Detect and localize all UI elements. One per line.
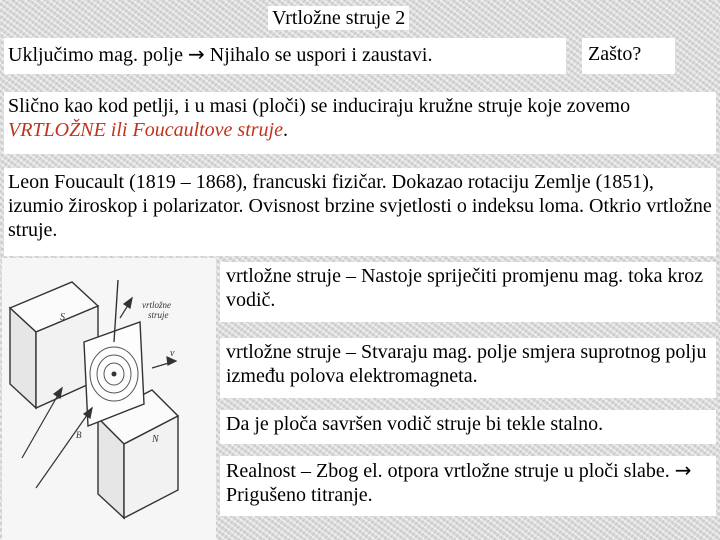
eddy-fact-2: vrtložne struje – Stvaraju mag. polje smjera suprotnog polju između polova elektromagneta. <box>220 338 716 398</box>
eddy-current-figure <box>2 258 216 540</box>
velocity-label: v <box>170 348 175 359</box>
highlighted-term: VRTLOŽNE ili Foucaultove struje <box>8 119 283 141</box>
eddy-fact-3: Da je ploča savršen vodič struje bi tekle stalno. <box>220 410 716 444</box>
eddy-fact-4 <box>220 456 716 516</box>
eddy-current-label-line-2: struje <box>148 310 169 320</box>
arrow-right-icon: → <box>187 42 205 66</box>
arrow-right-icon: → <box>674 458 692 482</box>
question-box: Zašto? <box>582 38 675 74</box>
foucault-bio-paragraph: Leon Foucault (1819 – 1868), francuski fizičar. Dokazao rotaciju Zemlje (1851), izumio žiroskop i polarizator. Ovisnost brzine svjetlosti o indeksu loma. Otkrio vrtložne struje. <box>4 168 716 256</box>
pole-s-label: S <box>60 312 65 323</box>
eddy-current-label-line-1: vrtložne <box>142 300 171 310</box>
field-b-label: B <box>76 430 82 440</box>
definition-text: Slično kao kod petlji, i u masi (ploči) se induciraju kružne struje koje zovemo <box>8 95 631 117</box>
intro-statement <box>4 38 566 74</box>
definition-paragraph <box>4 92 716 154</box>
intro-text-end: Njihalo se uspori i zaustavi. <box>204 44 433 66</box>
slide-title: Vrtložne struje 2 <box>268 6 409 30</box>
pole-n-label: N <box>152 434 159 445</box>
definition-end: . <box>283 119 288 141</box>
fact-4-text-start: Realnost – Zbog el. otpora vrtložne struje u ploči slabe. <box>226 460 675 482</box>
intro-text-start: Uključimo mag. polje <box>8 44 188 66</box>
eddy-fact-1: vrtložne struje – Nastoje spriječiti promjenu mag. toka kroz vodič. <box>220 262 716 322</box>
fact-4-text-end: Prigušeno titranje. <box>226 484 373 506</box>
